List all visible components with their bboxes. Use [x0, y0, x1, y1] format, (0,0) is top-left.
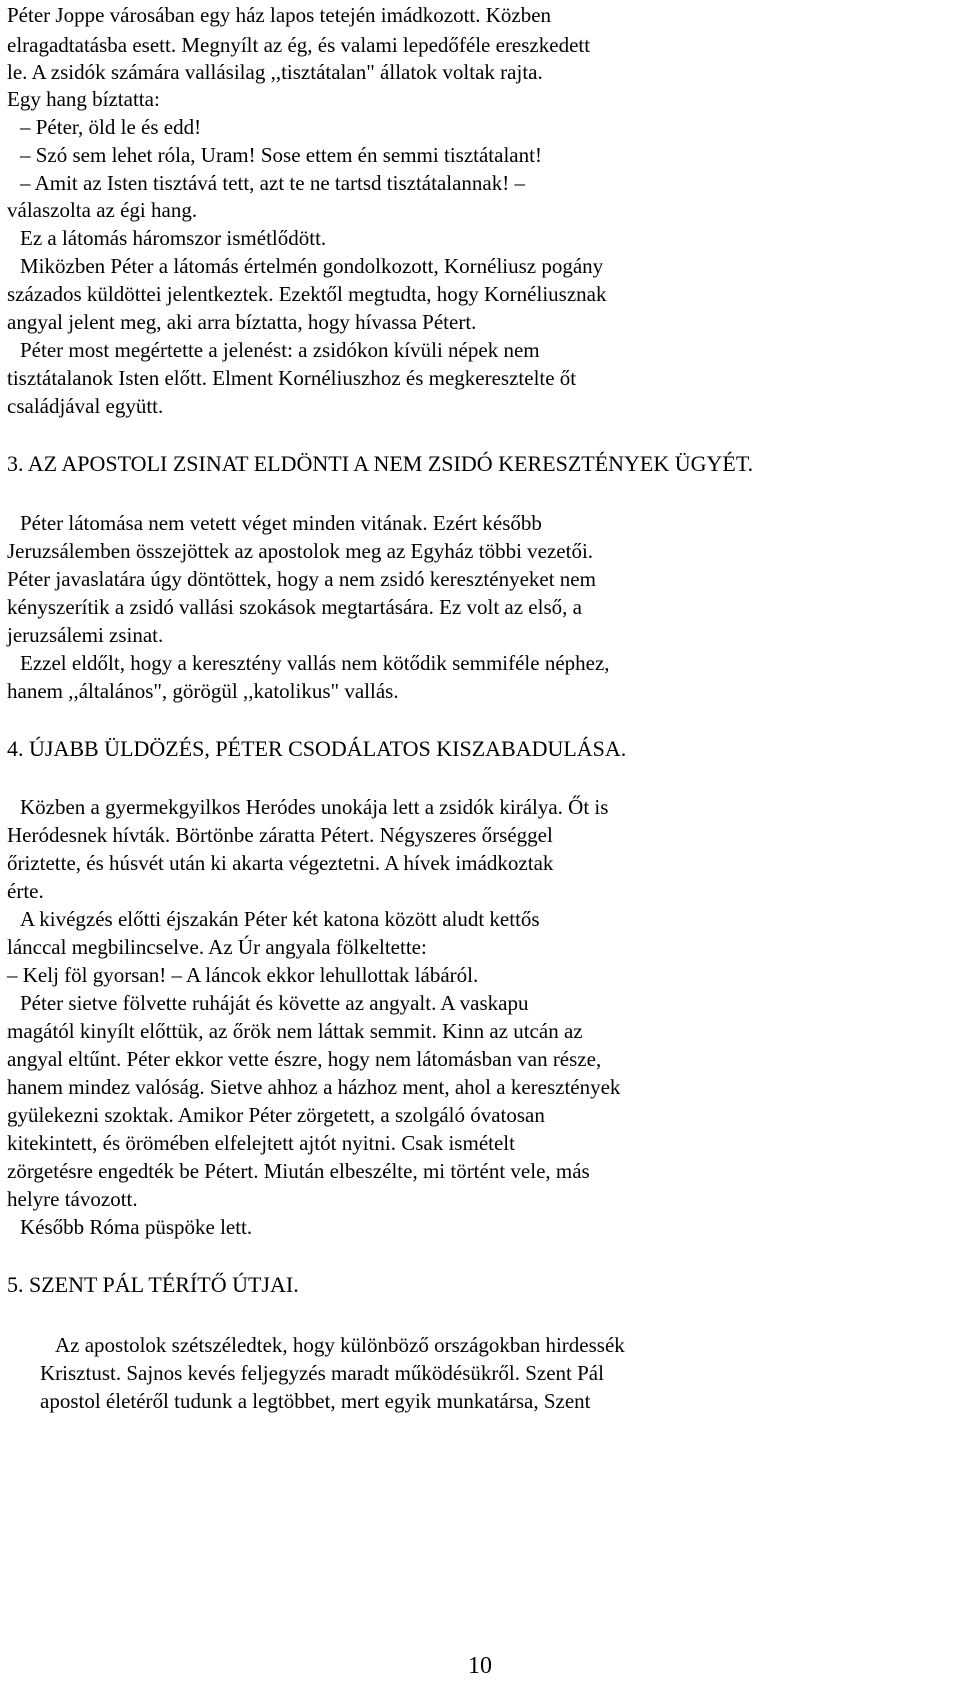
text-line: – Péter, öld le és edd! — [20, 115, 202, 139]
section-heading-4: 4. ÚJABB ÜLDÖZÉS, PÉTER CSODÁLATOS KISZABADULÁSA. — [7, 736, 627, 761]
text-line: kitekintett, és örömében elfelejtett ajtót nyitni. Csak ismételt — [7, 1131, 515, 1155]
text-line: lánccal megbilincselve. Az Úr angyala fölkeltette: — [7, 935, 427, 959]
text-line: jeruzsálemi zsinat. — [7, 623, 164, 647]
text-line: angyal jelent meg, aki arra bíztatta, hogy hívassa Pétert. — [7, 310, 477, 334]
text-line: Heródesnek hívták. Börtönbe záratta Pétert. Négyszeres őrséggel — [7, 823, 553, 847]
text-line: gyülekezni szoktak. Amikor Péter zörgetett, a szolgáló óvatosan — [7, 1103, 545, 1127]
text-line: zörgetésre engedték be Pétert. Miután elbeszélte, mi történt vele, más — [7, 1159, 590, 1183]
text-line: százados küldöttei jelentkeztek. Ezektől megtudta, hogy Kornéliusznak — [7, 282, 607, 306]
text-line: Ez a látomás háromszor ismétlődött. — [20, 226, 327, 250]
text-line: Ezzel eldőlt, hogy a keresztény vallás nem kötődik semmiféle néphez, — [20, 651, 610, 675]
text-line: Később Róma püspöke lett. — [20, 1215, 253, 1239]
text-line: Péter Joppe városában egy ház lapos tetején imádkozott. Közben — [7, 3, 552, 27]
text-line: angyal eltűnt. Péter ekkor vette észre, hogy nem látomásban van része, — [7, 1047, 602, 1071]
text-line: válaszolta az égi hang. — [7, 198, 198, 222]
section-heading-5: 5. SZENT PÁL TÉRÍTŐ ÚTJAI. — [7, 1272, 299, 1297]
text-line: őriztette, és húsvét után ki akarta végeztetni. A hívek imádkoztak — [7, 851, 554, 875]
text-line: – Amit az Isten tisztává tett, azt te ne tartsd tisztátalannak! – — [20, 171, 525, 195]
text-line: A kivégzés előtti éjszakán Péter két katona között aludt kettős — [20, 907, 540, 931]
section-heading-3: 3. AZ APOSTOLI ZSINAT ELDÖNTI A NEM ZSIDÓ KERESZTÉNYEK ÜGYÉT. — [7, 451, 754, 476]
text-line: kényszerítik a zsidó vallási szokások megtartására. Ez volt az első, a — [7, 595, 582, 619]
text-line: hanem ,,általános", görögül ,,katolikus" vallás. — [7, 679, 399, 703]
text-line: elragadtatásba esett. Megnyílt az ég, és valami lepedőféle ereszkedett — [7, 33, 591, 57]
text-line: magától kinyílt előttük, az őrök nem láttak semmit. Kinn az utcán az — [7, 1019, 583, 1043]
text-line: – Kelj föl gyorsan! – A láncok ekkor lehullottak lábáról. — [7, 963, 479, 987]
text-line: Miközben Péter a látomás értelmén gondolkozott, Kornéliusz pogány — [20, 254, 604, 278]
text-line: Péter sietve fölvette ruháját és követte az angyalt. A vaskapu — [20, 991, 529, 1015]
text-line: tisztátalanok Isten előtt. Elment Kornéliuszhoz és megkeresztelte őt — [7, 366, 577, 390]
text-line: – Szó sem lehet róla, Uram! Sose ettem én semmi tisztátalant! — [20, 143, 542, 167]
text-line: Péter látomása nem vetett véget minden vitának. Ezért később — [20, 511, 542, 535]
text-line: apostol életéről tudunk a legtöbbet, mert egyik munkatársa, Szent — [40, 1389, 591, 1413]
text-line: Egy hang bíztatta: — [7, 87, 160, 111]
text-line: Péter most megértette a jelenést: a zsidókon kívüli népek nem — [20, 338, 540, 362]
text-line: hanem mindez valóság. Sietve ahhoz a házhoz ment, ahol a keresztények — [7, 1075, 621, 1099]
text-line: Jeruzsálemben összejöttek az apostolok meg az Egyház többi vezetői. — [7, 539, 594, 563]
text-line: Krisztust. Sajnos kevés feljegyzés maradt működésükről. Szent Pál — [40, 1361, 604, 1385]
text-line: érte. — [7, 879, 44, 903]
page-number: 10 — [468, 1653, 492, 1679]
text-line: Péter javaslatára úgy döntöttek, hogy a nem zsidó keresztényeket nem — [7, 567, 596, 591]
text-line: helyre távozott. — [7, 1187, 138, 1211]
text-line: családjával együtt. — [7, 394, 164, 418]
text-line: Az apostolok szétszéledtek, hogy különböző országokban hirdessék — [55, 1333, 625, 1357]
text-line: Közben a gyermekgyilkos Heródes unokája lett a zsidók királya. Őt is — [20, 795, 609, 819]
text-line: le. A zsidók számára vallásilag ,,tisztátalan" állatok voltak rajta. — [7, 60, 543, 84]
